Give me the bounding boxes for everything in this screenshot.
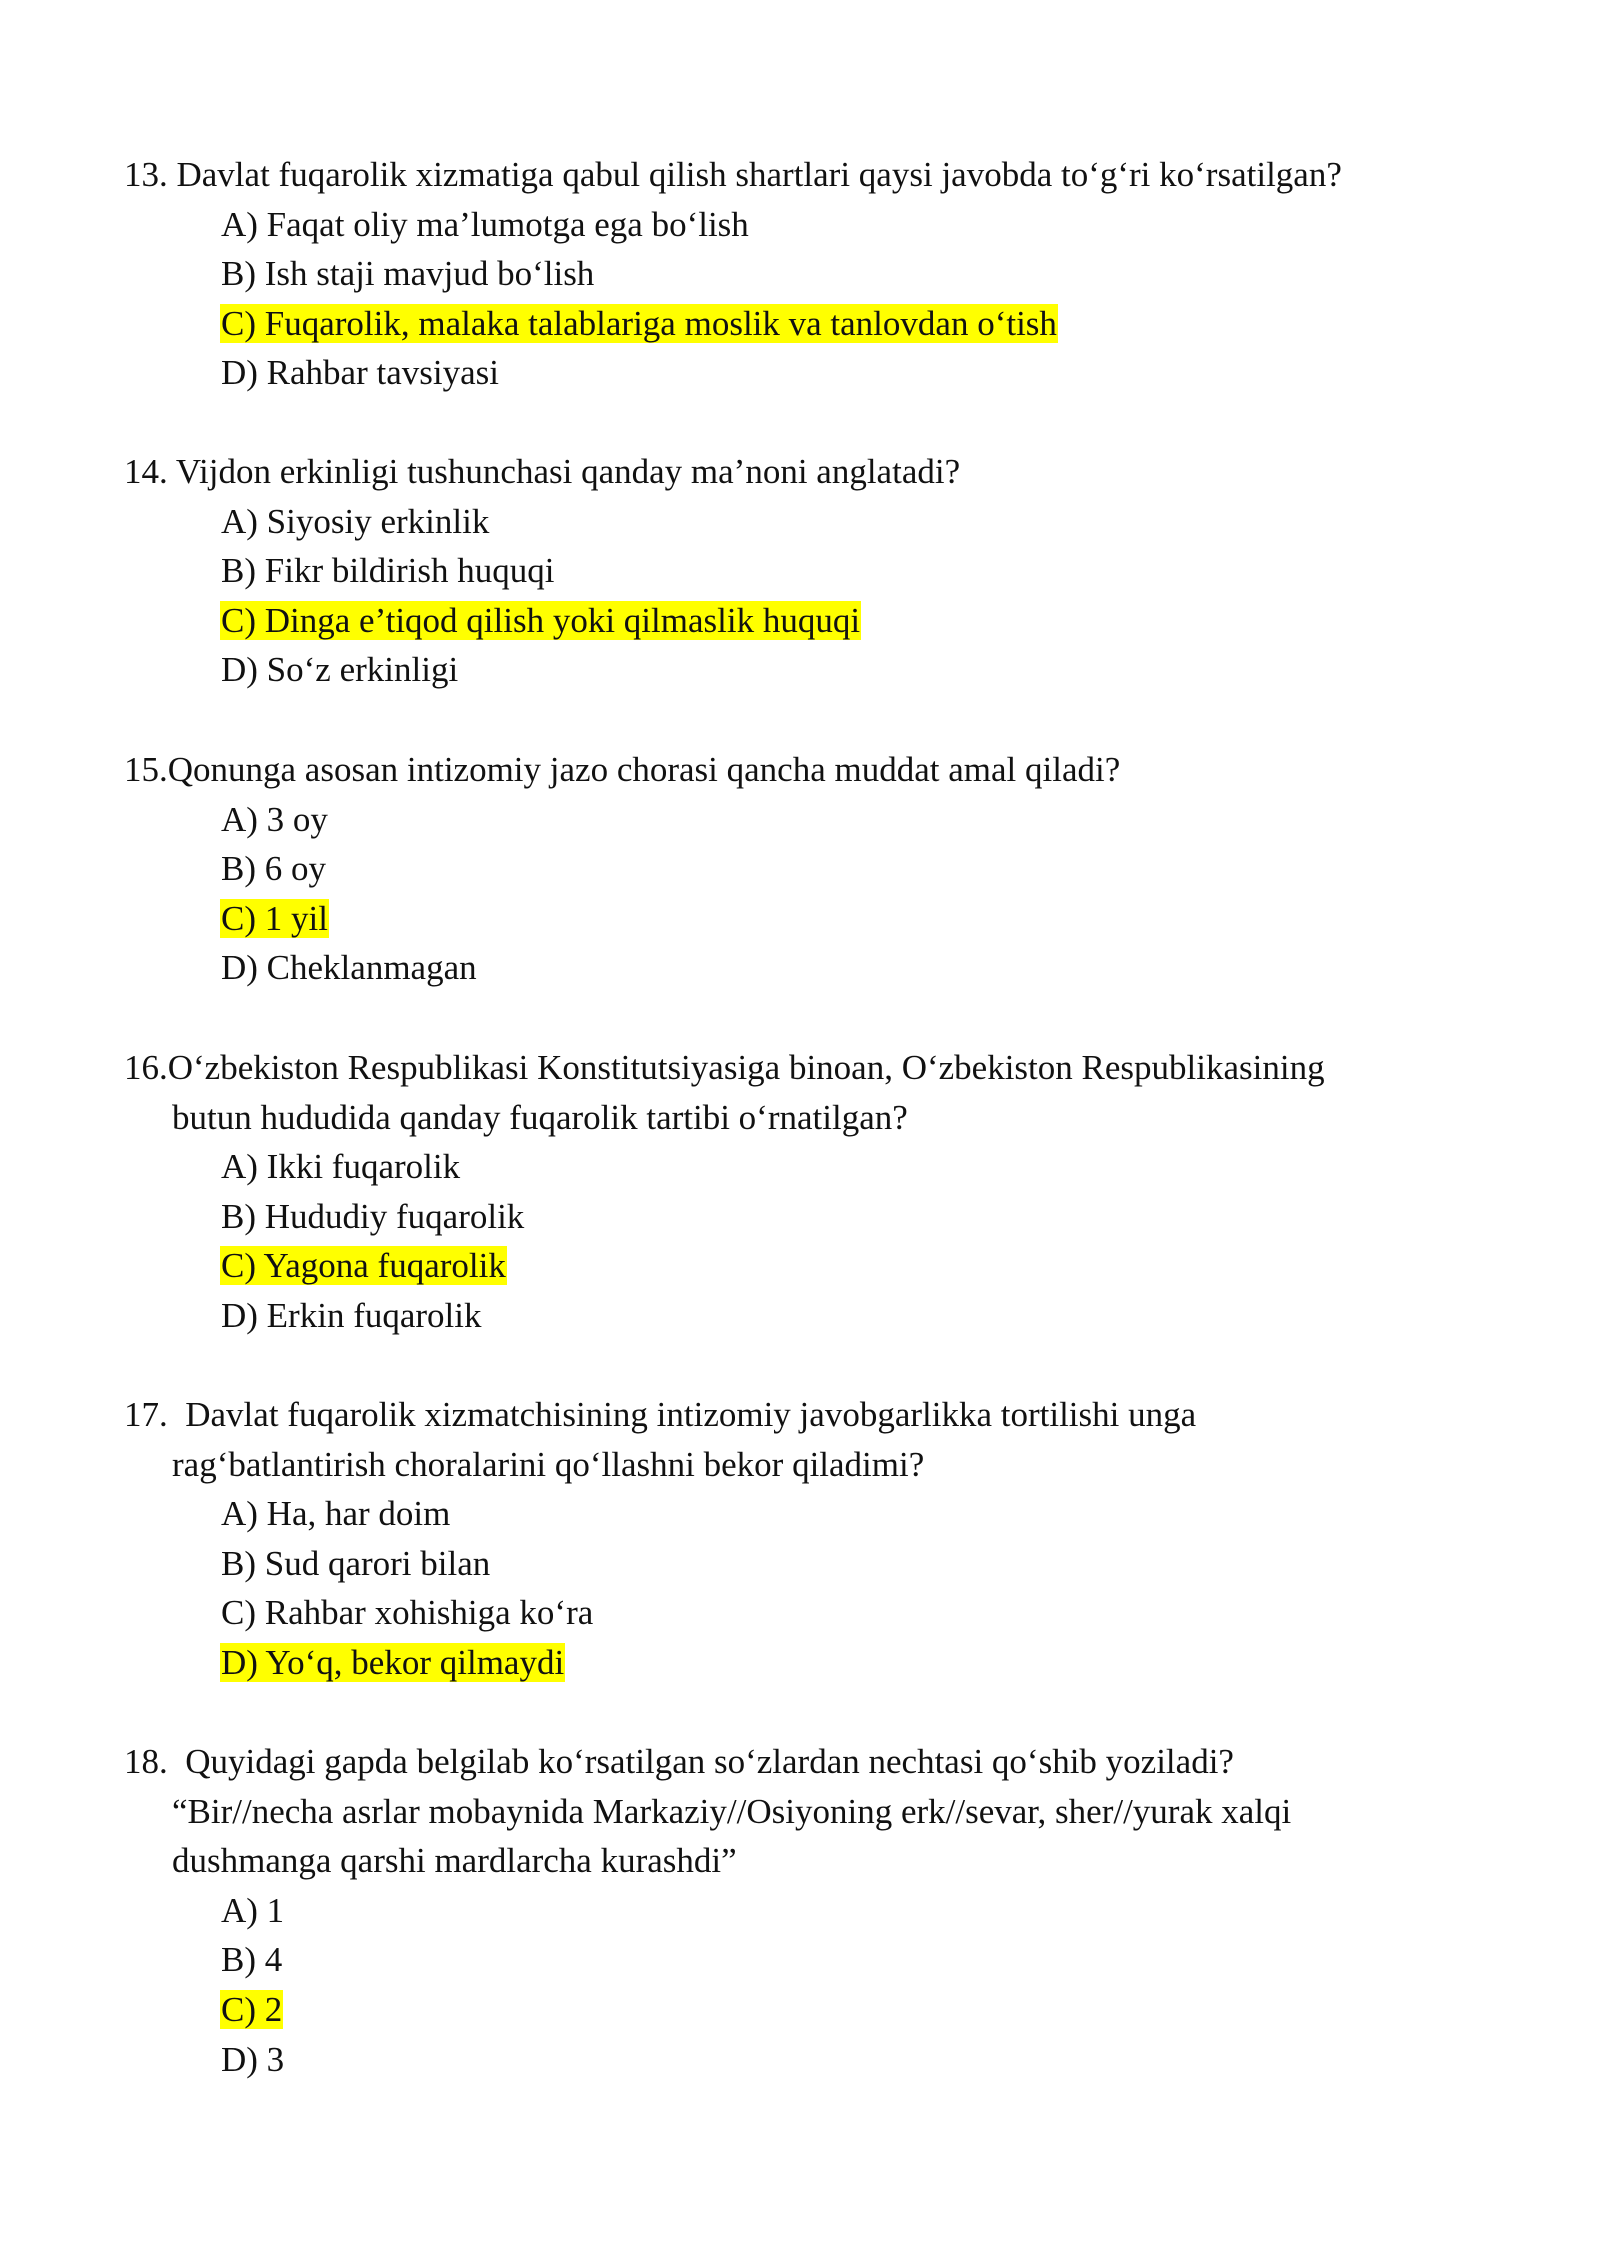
- answer-option: [220, 546, 556, 596]
- question-text: [124, 447, 960, 497]
- question-line-text: Qonunga asosan intizomiy jazo chorasi qancha muddat amal qiladi?: [167, 750, 1121, 789]
- answer-option: [220, 348, 500, 398]
- answer-option-correct: [220, 1638, 565, 1688]
- answer-option: [220, 1192, 525, 1242]
- answer-option: [220, 200, 750, 250]
- answer-option-text: B) Sud qarori bilan: [221, 1543, 491, 1583]
- question-number: 14.: [124, 452, 168, 491]
- answer-option-text: A) 3 oy: [221, 799, 328, 839]
- answer-option-text: C) Rahbar xohishiga ko‘ra: [221, 1593, 594, 1633]
- answer-option-text: A) Faqat oliy ma’lumotga ega bo‘lish: [221, 204, 749, 244]
- question-number: 18.: [124, 1742, 168, 1781]
- answer-option-text: A) Ikki fuqarolik: [221, 1147, 461, 1187]
- question-number-gap: [168, 452, 176, 491]
- question-number: 16.: [124, 1048, 168, 1087]
- question-text: [124, 745, 1120, 795]
- question-number-gap: [168, 1395, 186, 1434]
- answer-option-text: D) Rahbar tavsiyasi: [221, 353, 499, 393]
- answer-option: [220, 1142, 461, 1192]
- question-text: [124, 150, 1342, 200]
- answer-option-text: B) Fikr bildirish huquqi: [221, 551, 555, 591]
- question-line-text: Davlat fuqarolik xizmatchisining intizomiy javobgarlikka tortilishi unga: [185, 1395, 1197, 1434]
- answer-option-text: D) Yo‘q, bekor qilmaydi: [221, 1643, 565, 1682]
- question-text-continued: [172, 1093, 908, 1143]
- answer-option: [220, 1935, 283, 1985]
- answer-option: [220, 645, 459, 695]
- question-number-gap: [168, 155, 177, 194]
- answer-option-text: B) Ish staji mavjud bo‘lish: [221, 254, 595, 294]
- question-text: [124, 1390, 1196, 1440]
- answer-option: [220, 1539, 491, 1589]
- answer-option-correct: [220, 596, 861, 646]
- question-number: 17.: [124, 1395, 168, 1434]
- answer-option-text: B) Hududiy fuqarolik: [221, 1196, 525, 1236]
- question-line-text: Quyidagi gapda belgilab ko‘rsatilgan so‘zlardan nechtasi qo‘shib yoziladi?: [185, 1742, 1234, 1781]
- answer-option: [220, 249, 595, 299]
- answer-option: [220, 795, 329, 845]
- answer-option-text: D) Erkin fuqarolik: [221, 1296, 482, 1335]
- answer-option: [220, 943, 478, 993]
- answer-option: [220, 844, 327, 894]
- answer-option-correct: [220, 1241, 507, 1291]
- question-text-continued: [172, 1787, 1291, 1837]
- answer-option-text: A) 1: [221, 1890, 285, 1930]
- answer-option-correct: [220, 299, 1058, 349]
- question-text-continued: [172, 1836, 737, 1886]
- question-line-text: dushmanga qarshi mardlarcha kurashdi”: [172, 1841, 737, 1881]
- question-line-text: O‘zbekiston Respublikasi Konstitutsiyasiga binoan, O‘zbekiston Respublikasining: [167, 1048, 1325, 1087]
- answer-option-text: D) So‘z erkinligi: [221, 650, 459, 690]
- question-line-text: rag‘batlantirish choralarini qo‘llashni bekor qiladimi?: [172, 1444, 925, 1484]
- question-line-text: Davlat fuqarolik xizmatiga qabul qilish shartlari qaysi javobda to‘g‘ri ko‘rsatilgan?: [176, 155, 1342, 194]
- answer-option-text: C) Fuqarolik, malaka talablariga moslik va tanlovdan o‘tish: [221, 303, 1057, 343]
- answer-option-text: B) 4: [221, 1940, 283, 1980]
- answer-option-text: C) 1 yil: [221, 898, 328, 938]
- question-text-continued: [172, 1440, 924, 1490]
- answer-option-text: D) Cheklanmagan: [221, 948, 477, 988]
- question-number: 13.: [124, 155, 168, 194]
- answer-option-text: C) Dinga e’tiqod qilish yoki qilmaslik huquqi: [221, 600, 861, 640]
- answer-option: [220, 497, 490, 547]
- answer-option-text: A) Ha, har doim: [221, 1494, 451, 1534]
- answer-option: [220, 1588, 594, 1638]
- question-text: [124, 1043, 1325, 1093]
- answer-option-text: D) 3: [221, 2039, 285, 2079]
- question-number-gap: [168, 1742, 186, 1781]
- question-line-text: “Bir//necha asrlar mobaynida Markaziy//Osiyoning erk//sevar, sher//yurak xalqi: [172, 1791, 1292, 1831]
- question-line-text: butun hududida qanday fuqarolik tartibi o‘rnatilgan?: [172, 1097, 908, 1137]
- answer-option-correct: [220, 1985, 283, 2035]
- answer-option-text: C) 2: [221, 1990, 283, 2029]
- answer-option: [220, 1886, 285, 1936]
- answer-option: [220, 1291, 482, 1341]
- answer-option-text: B) 6 oy: [221, 849, 326, 889]
- answer-option: [220, 2035, 285, 2085]
- question-text: [124, 1737, 1234, 1787]
- question-line-text: Vijdon erkinligi tushunchasi qanday ma’noni anglatadi?: [175, 452, 961, 491]
- answer-option-text: A) Siyosiy erkinlik: [221, 501, 490, 541]
- answer-option-text: C) Yagona fuqarolik: [221, 1246, 506, 1286]
- answer-option-correct: [220, 894, 329, 944]
- question-number: 15.: [124, 750, 168, 789]
- answer-option: [220, 1489, 451, 1539]
